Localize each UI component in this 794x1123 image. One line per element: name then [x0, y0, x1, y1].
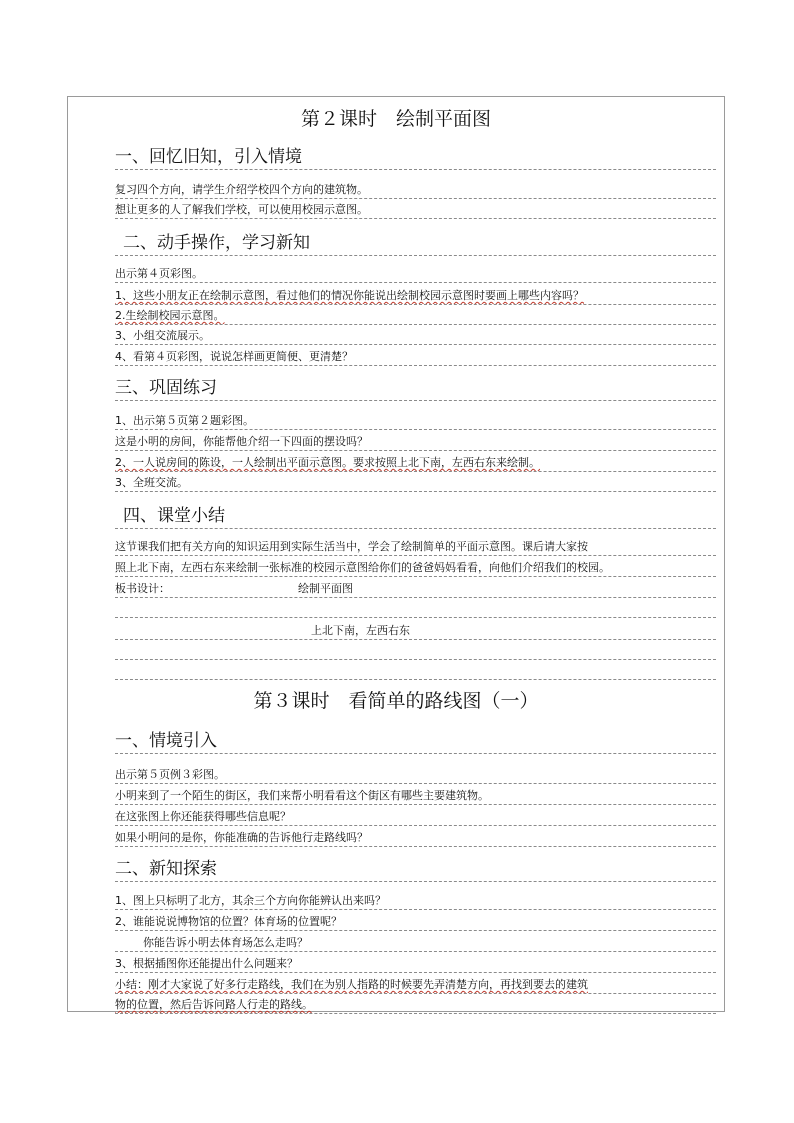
section-heading-intro: 一、情境引入 — [115, 728, 716, 754]
text-line: 3、根据插图你还能提出什么问题来？ — [115, 953, 716, 973]
text-line: 1、图上只标明了北方，其余三个方向你能辨认出来吗？ — [115, 890, 716, 910]
board-label: 板书设计： — [115, 582, 170, 595]
text-line: 物的位置，然后告诉问路人行走的路线。 — [115, 994, 716, 1014]
blank-line — [115, 598, 716, 618]
text-line: 1、这些小朋友正在绘制示意图，看过他们的情况你能说出绘制校园示意图时要画上哪些内容吗？ — [115, 285, 716, 305]
text-line: 出示第５页例３彩图。 — [115, 764, 716, 784]
section-heading-summary: 四、课堂小结 — [115, 503, 716, 529]
board-design-line — [115, 620, 716, 640]
text-line: 小明来到了一个陌生的街区，我们来帮小明看看这个街区有哪些主要建筑物。 — [115, 785, 716, 805]
text-line: 想让更多的人了解我们学校，可以使用校园示意图。 — [115, 199, 716, 219]
lesson-3-title: 第３课时 看简单的路线图（一） — [253, 690, 539, 712]
text-line: 1、出示第５页第２题彩图。 — [115, 410, 716, 430]
text-line: 2、一人说房间的陈设，一人绘制出平面示意图。要求按照上北下南，左西右东来绘制。 — [115, 452, 716, 472]
text-line: 2、谁能说说博物馆的位置？体育场的位置呢？ — [115, 911, 716, 931]
lesson-2-title: 第２课时 绘制平面图 — [300, 108, 491, 130]
text-line: 小结：刚才大家说了好多行走路线，我们在为别人指路的时候要先弄清楚方向，再找到要去的建筑 — [115, 974, 716, 994]
section-heading-operate: 二、动手操作，学习新知 — [115, 230, 716, 256]
text-line: 你能告诉小明去体育场怎么走吗？ — [115, 932, 716, 952]
section-heading-review: 一、回忆旧知，引入情境 — [115, 144, 716, 170]
text-line: 3、小组交流展示。 — [115, 325, 716, 345]
text-line: 3、全班交流。 — [115, 472, 716, 492]
text-line: 这节课我们把有关方向的知识运用到实际生活当中，学会了绘制简单的平面示意图。课后请大家按 — [115, 536, 716, 556]
text-line: 2.生绘制校园示意图。 — [115, 305, 716, 325]
text-line: 在这张图上你还能获得哪些信息呢？ — [115, 806, 716, 826]
blank-line — [115, 660, 716, 680]
board-title: 绘制平面图 — [298, 582, 353, 595]
board-direction-text: 上北下南，左西右东 — [311, 624, 410, 637]
text-line: 照上北下南，左西右东来绘制一张标准的校园示意图给你们的爸爸妈妈看看，向他们介绍我们的校园。 — [115, 557, 716, 577]
blank-line — [115, 640, 716, 660]
section-heading-explore: 二、新知探索 — [115, 856, 716, 882]
section-heading-practice: 三、巩固练习 — [115, 375, 716, 401]
board-design-line — [115, 578, 716, 598]
text-line: 如果小明问的是你，你能准确的告诉他行走路线吗？ — [115, 827, 716, 847]
text-line: 出示第４页彩图。 — [115, 263, 716, 283]
text-line: 这是小明的房间，你能帮他介绍一下四面的摆设吗？ — [115, 431, 716, 451]
text-line: 复习四个方向，请学生介绍学校四个方向的建筑物。 — [115, 179, 716, 199]
text-line: 4、看第４页彩图，说说怎样画更简便、更清楚？ — [115, 346, 716, 366]
